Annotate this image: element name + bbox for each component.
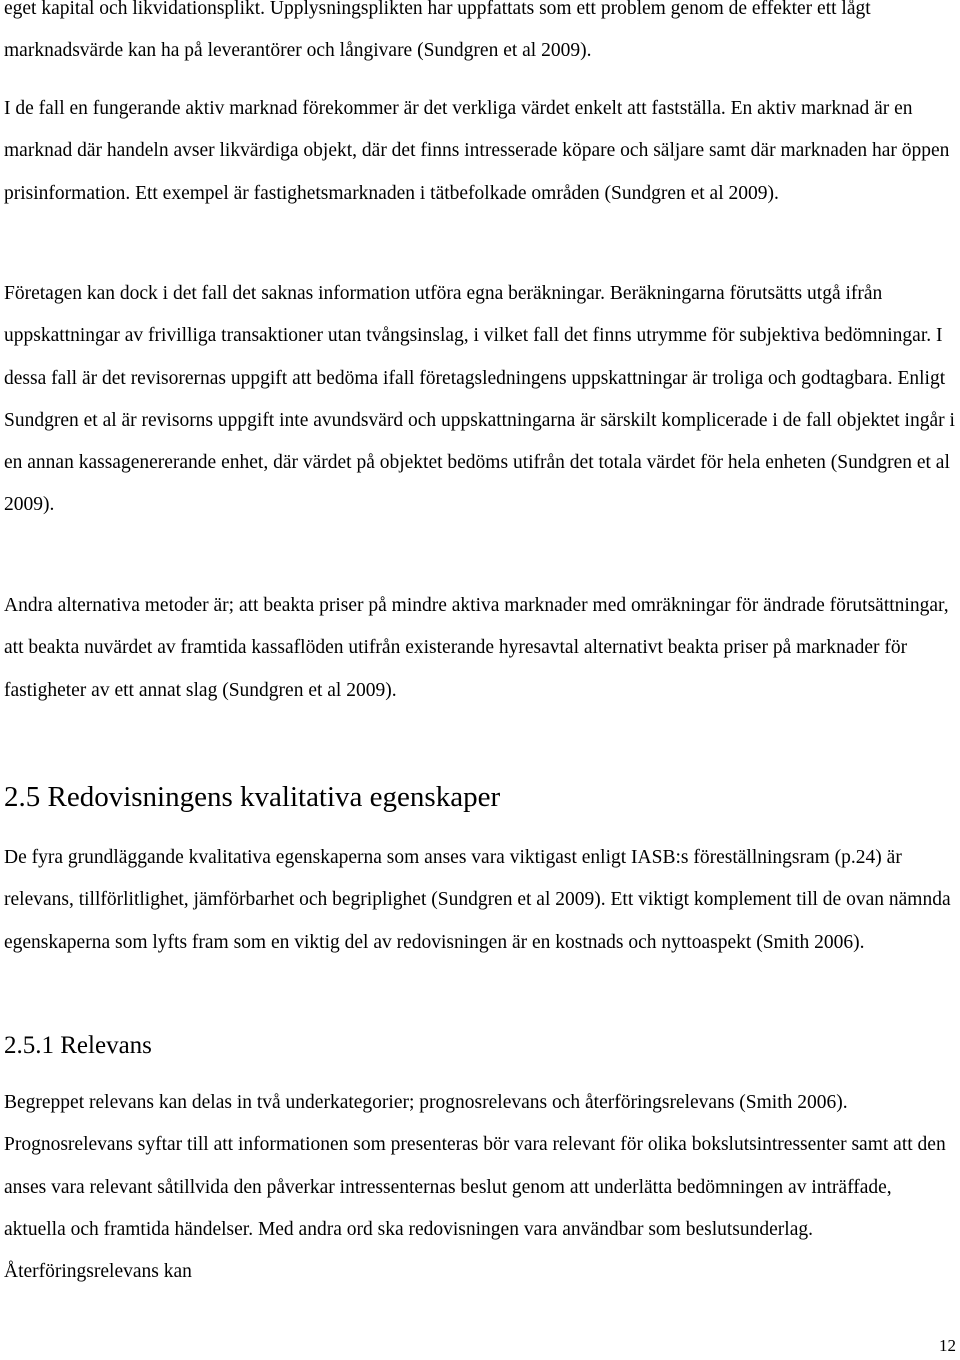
paragraph-alternativa-metoder: Andra alternativa metoder är; att beakta priser på mindre aktiva marknader med omräkningar för ändrade förutsättningar, att beakta nuvärdet av framtida kassaflöden utifrån existerande hyresavtal alternativt beakta priser på marknader för fastigheter av ett annat slag (Sundgren et al 2009). bbox=[4, 595, 949, 701]
section-heading: 2.5 Redovisningens kvalitativa egenskaper bbox=[4, 781, 501, 813]
paragraph-egna-berakningar: Företagen kan dock i det fall det saknas information utföra egna beräkningar. Beräkningarna förutsätts utgå ifrån uppskattningar av frivilliga transaktioner utan tvångsinslag, i vilket fall det finns utrymme för subjektiva bedömningar. I dessa fall är det revisorernas uppgift att bedöma ifall företagsledningens uppskattningar är troliga och godtagbara. Enligt Sundgren et al är revisorns uppgift inte avundsvärd och uppskattningarna är särskilt komplicerade i de fall objektet ingår i en annan kassagenererande enhet, där värdet på objektet bedöms utifrån det totala värdet för hela enheten (Sundgren et al 2009). bbox=[4, 283, 955, 516]
paragraph-aktiv-marknad: I de fall en fungerande aktiv marknad förekommer är det verkliga värdet enkelt att fastställa. En aktiv marknad är en marknad där handeln avser likvärdiga objekt, där det finns intresserade köpare och säljare samt där marknaden har öppen prisinformation. Ett exempel är fastighetsmarknaden i tätbefolkade områden (Sundgren et al 2009). bbox=[4, 98, 950, 204]
paragraph-upplysningsplikt: eget kapital och likvidationsplikt. Upplysningsplikten har uppfattats som ett problem genom de effekter ett lågt marknadsvärde kan ha på leverantörer och långivare (Sundgren et al 2009). bbox=[4, 0, 871, 62]
subsection-heading: 2.5.1 Relevans bbox=[4, 1032, 152, 1059]
paragraph-kvalitativa-egenskaper: De fyra grundläggande kvalitativa egenskaperna som anses vara viktigast enligt IASB:s föreställningsram (p.24) är relevans, tillförlitlighet, jämförbarhet och begriplighet (Sundgren et al 2009). Ett viktigt komplement till de ovan nämnda egenskaperna som lyfts fram som en viktig del av redovisningen är en kostnads och nyttoaspekt (Smith 2006). bbox=[4, 847, 951, 953]
paragraph-relevans: Begreppet relevans kan delas in två underkategorier; prognosrelevans och återföringsrelevans (Smith 2006). Prognosrelevans syftar till att informationen som presenteras bör vara relevant för olika bokslutsintressenter samt att den anses vara relevant såtillvida den påverkar intressenternas beslut genom att underlätta bedömningen av inträffade, aktuella och framtida händelser. Med andra ord ska redovisningen vara användbar som beslutsunderlag. Återföringsrelevans kan bbox=[4, 1092, 946, 1283]
page-number: 12 bbox=[939, 1336, 956, 1355]
